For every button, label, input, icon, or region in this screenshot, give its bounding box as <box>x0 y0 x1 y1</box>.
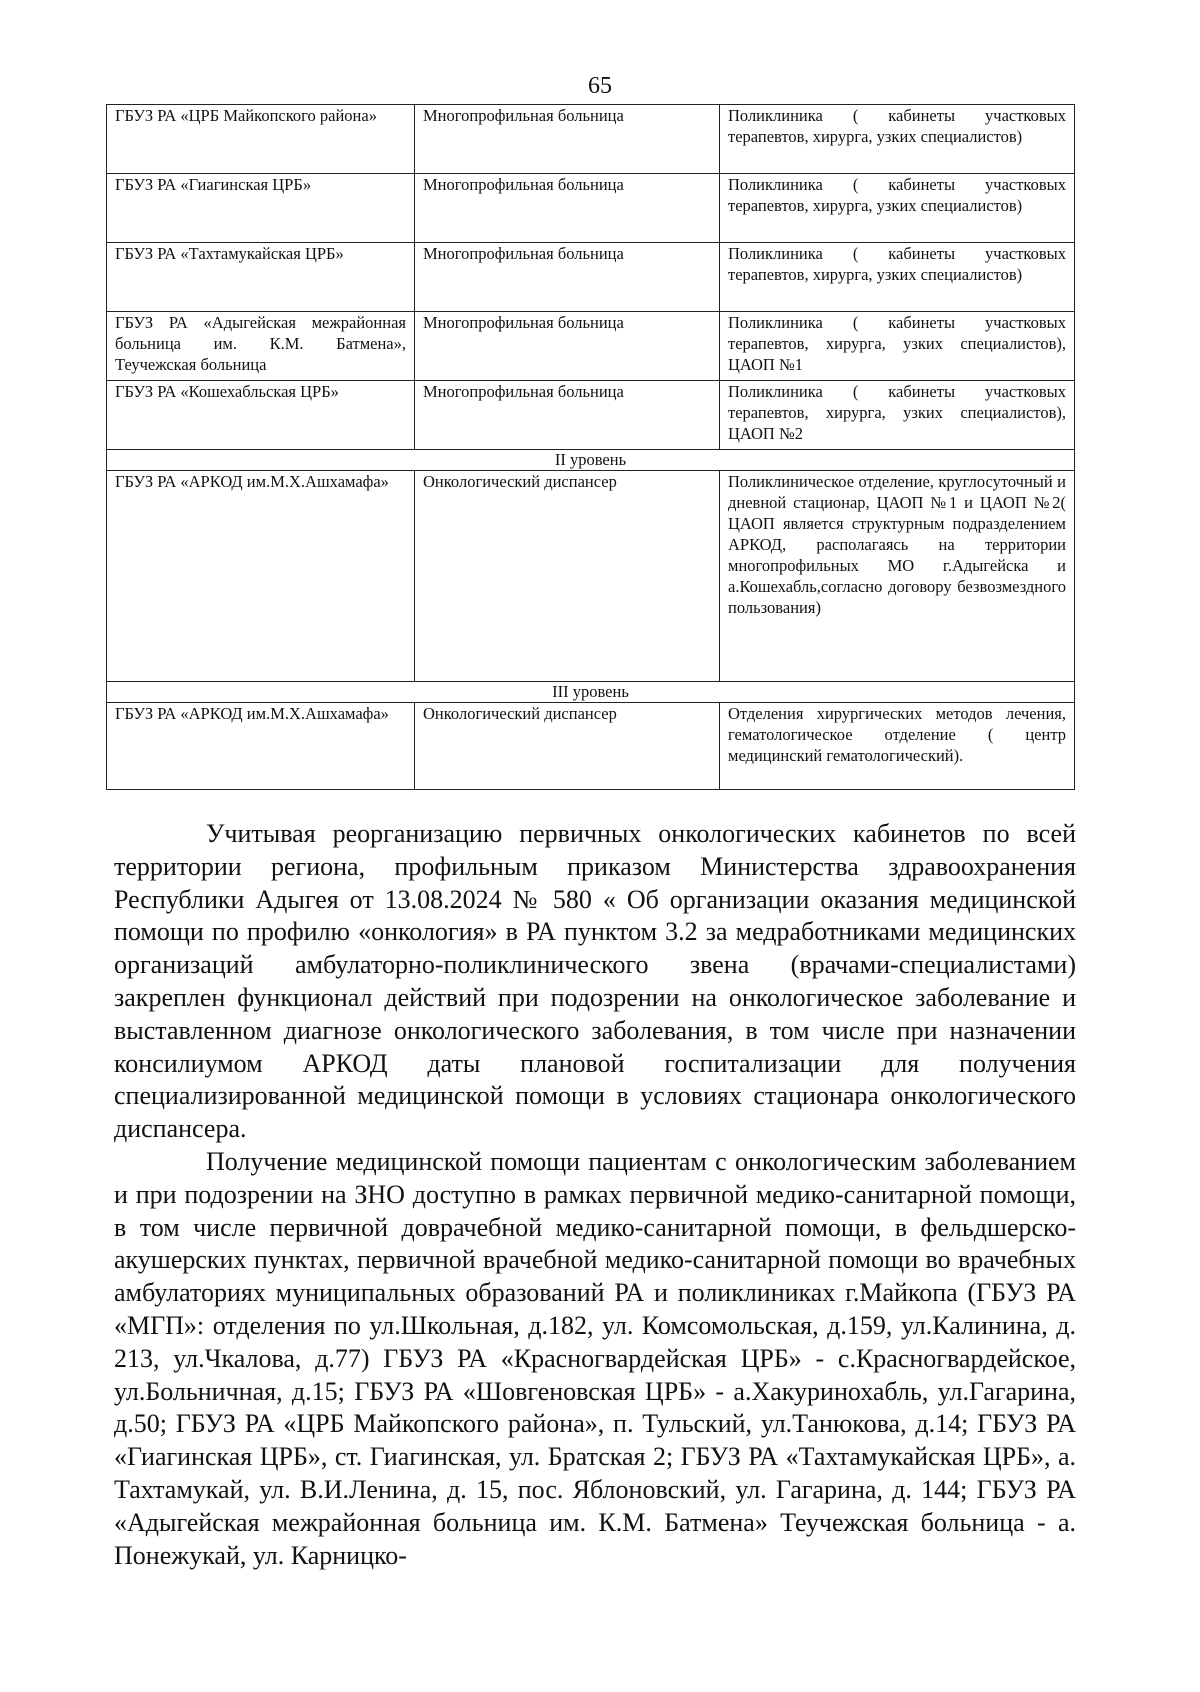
facility-type-cell: Многопрофильная больница <box>415 381 720 450</box>
table-row <box>107 174 1075 243</box>
page-number: 65 <box>588 73 612 99</box>
facility-type-cell: Онкологический диспансер <box>415 471 720 682</box>
units-cell: Поликлиника ( кабинеты участковых терапевтов, хирурга, узких специалистов) <box>720 243 1075 312</box>
table-row <box>107 312 1075 381</box>
body-text <box>114 818 1076 1572</box>
table-row <box>107 105 1075 174</box>
paragraph: Учитывая реорганизацию первичных онкологических кабинетов по всей территории региона, профильным приказом Министерства здравоохранения Республики Адыгея от 13.08.2024 № 580 « Об организации оказания медицинской помощи по профилю «онкология» в РА пунктом 3.2 за медработниками медицинских организаций амбулаторно-поликлинического звена (врачами-специалистами) закреплен функционал действий при подозрении на онкологическое заболевание и выставленном диагнозе онкологического заболевания, в том числе при назначении консилиумом АРКОД даты плановой госпитализации для получения специализированной медицинской помощи в условиях стационара онкологического диспансера. <box>114 819 1076 1144</box>
table-row <box>107 471 1075 682</box>
organization-cell: ГБУЗ РА «АРКОД им.М.Х.Ашхамафа» <box>107 703 415 790</box>
units-cell: Поликлиника ( кабинеты участковых терапевтов, хирурга, узких специалистов), ЦАОП №1 <box>720 312 1075 381</box>
facility-type-cell: Многопрофильная больница <box>415 105 720 174</box>
table-row <box>107 703 1075 790</box>
organization-cell: ГБУЗ РА «АРКОД им.М.Х.Ашхамафа» <box>107 471 415 682</box>
units-cell: Поликлиника ( кабинеты участковых терапевтов, хирурга, узких специалистов), ЦАОП №2 <box>720 381 1075 450</box>
level-heading: III уровень <box>107 682 1075 703</box>
organization-cell: ГБУЗ РА «Кошехабльская ЦРБ» <box>107 381 415 450</box>
facility-type-cell: Онкологический диспансер <box>415 703 720 790</box>
organization-cell: ГБУЗ РА «Адыгейская межрайонная больница им. К.М. Батмена», Теучежская больница <box>107 312 415 381</box>
units-cell: Поликлиника ( кабинеты участковых терапевтов, хирурга, узких специалистов) <box>720 174 1075 243</box>
level-heading: II уровень <box>107 450 1075 471</box>
paragraph: Получение медицинской помощи пациентам с онкологическим заболеванием и при подозрении на ЗНО доступно в рамках первичной медико-санитарной помощи, в том числе первичной доврачебной медико-санитарной помощи, в фельдшерско-акушерских пунктах, первичной врачебной медико-санитарной помощи во врачебных амбулаториях муниципальных образований РА и поликлиниках г.Майкопа (ГБУЗ РА «МГП»: отделения по ул.Школьная, д.182, ул. Комсомольская, д.159, ул.Калинина, д. 213, ул.Чкалова, д.77) ГБУЗ РА «Красногвардейская ЦРБ» - с.Красногвардейское, ул.Больничная, д.15; ГБУЗ РА «Шовгеновская ЦРБ» - а.Хакуринохабль, ул.Гагарина, д.50; ГБУЗ РА «ЦРБ Майкопского района», п. Тульский, ул.Танюкова, д.14; ГБУЗ РА «Гиагинская ЦРБ», ст. Гиагинская, ул. Братская 2; ГБУЗ РА «Тахтамукайская ЦРБ», а. Тахтамукай, ул. В.И.Ленина, д. 15, пос. Яблоновский, ул. Гагарина, д. 144; ГБУЗ РА «Адыгейская межрайонная больница им. К.М. Батмена» Теучежская больница - а. Понежукай, ул. Карницко- <box>114 1146 1076 1570</box>
organization-cell: ГБУЗ РА «Тахтамукайская ЦРБ» <box>107 243 415 312</box>
organization-cell: ГБУЗ РА «Гиагинская ЦРБ» <box>107 174 415 243</box>
facility-type-cell: Многопрофильная больница <box>415 312 720 381</box>
facility-type-cell: Многопрофильная больница <box>415 174 720 243</box>
units-cell: Поликлиническое отделение, круглосуточный и дневной стационар, ЦАОП №1 и ЦАОП №2( ЦАОП является структурным подразделением АРКОД, располагаясь на территории многопрофильных МО г.Адыгейска и а.Кошехабль,согласно договору безвозмездного пользования) <box>720 471 1075 682</box>
level-heading-row <box>107 682 1075 703</box>
level-heading-row <box>107 450 1075 471</box>
table-row <box>107 243 1075 312</box>
facility-type-cell: Многопрофильная больница <box>415 243 720 312</box>
medical-organizations-table <box>106 104 1075 790</box>
table-row <box>107 381 1075 450</box>
units-cell: Поликлиника ( кабинеты участковых терапевтов, хирурга, узких специалистов) <box>720 105 1075 174</box>
organization-cell: ГБУЗ РА «ЦРБ Майкопского района» <box>107 105 415 174</box>
units-cell: Отделения хирургических методов лечения, гематологическое отделение ( центр медицинский гематологический). <box>720 703 1075 790</box>
